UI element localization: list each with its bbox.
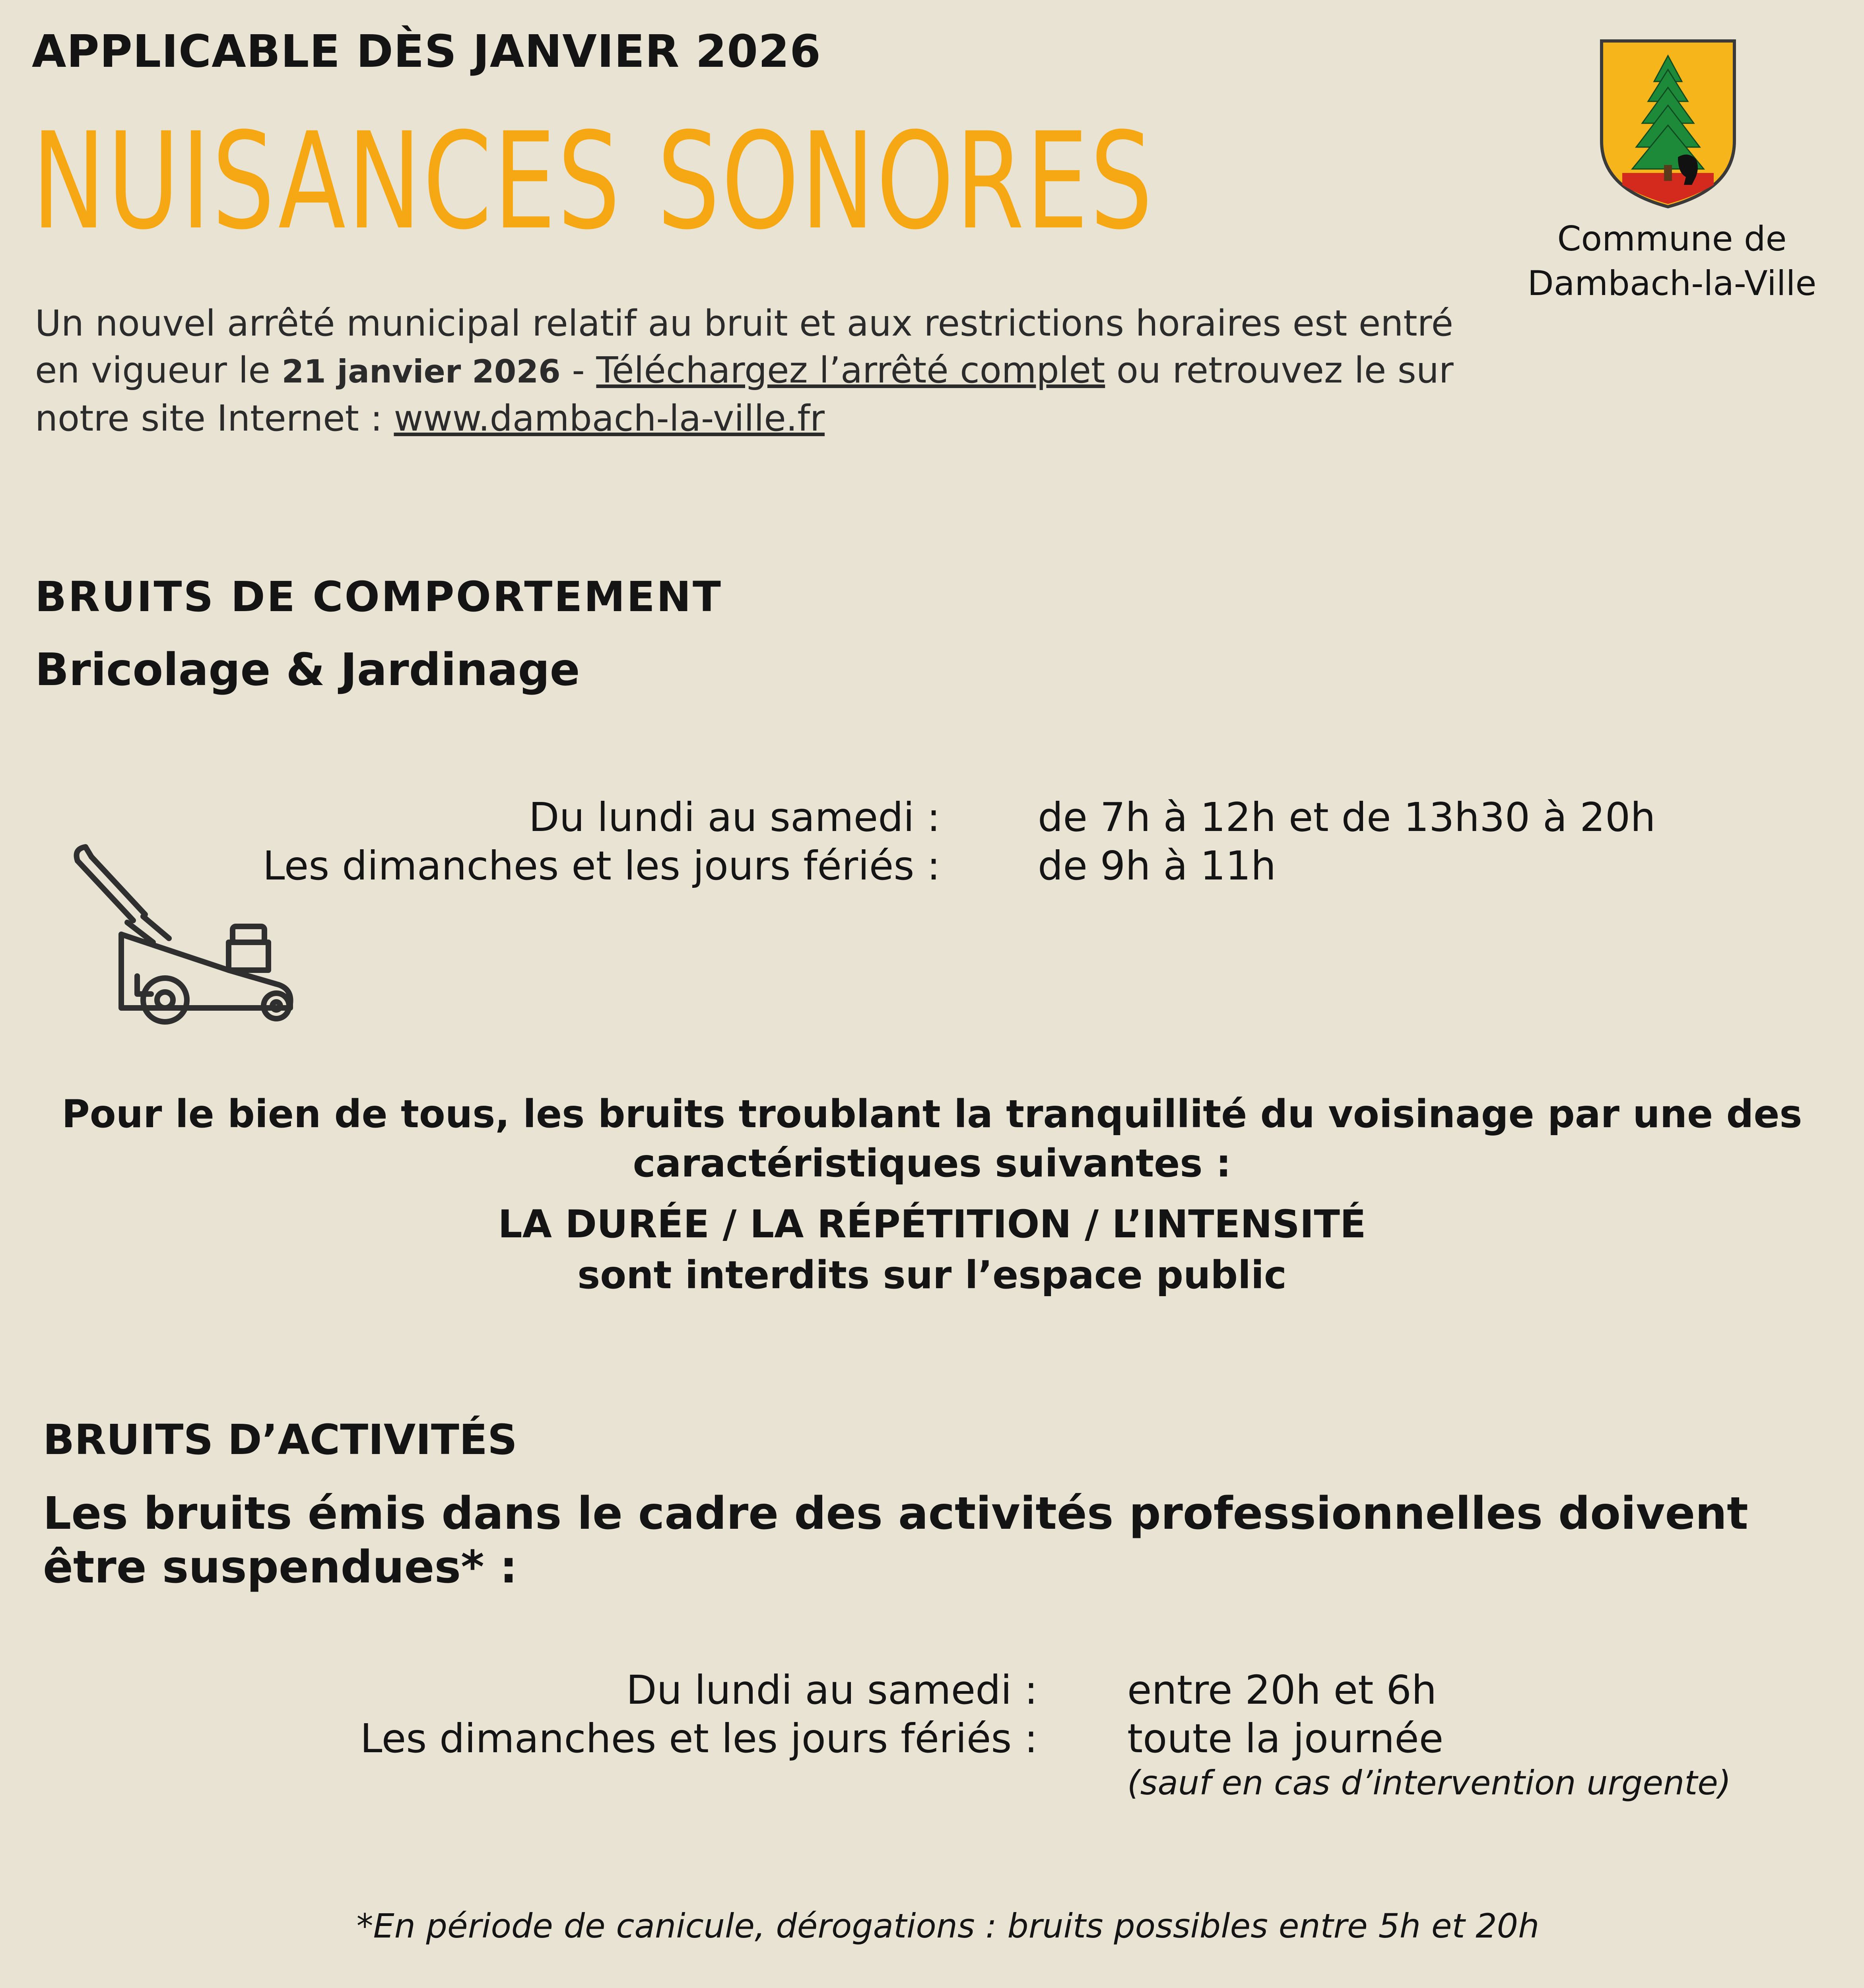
intro-date: 21 janvier 2026: [282, 353, 561, 390]
commune-name: [1495, 217, 1849, 306]
comportement-label-weekdays: Du lundi au samedi :: [528, 794, 940, 841]
public-notice-line-4: sont interdits sur l’espace public: [577, 1253, 1287, 1297]
activites-sub-line-1: Les bruits émis dans le cadre des activités professionnelles doivent: [43, 1488, 1748, 1540]
activites-exception: (sauf en cas d’intervention urgente): [1127, 1763, 1731, 1802]
comportement-value-weekdays: de 7h à 12h et de 13h30 à 20h: [1038, 794, 1656, 841]
activites-sub-line-2: être suspendues* :: [43, 1541, 518, 1593]
commune-line-2: Dambach-la-Ville: [1527, 264, 1817, 303]
activites-labels: [199, 1666, 1038, 1763]
public-notice-line-3: LA DURÉE / LA RÉPÉTITION / L’INTENSITÉ: [498, 1202, 1366, 1246]
comportement-values: [1038, 793, 1656, 890]
comportement-value-sundays: de 9h à 11h: [1038, 843, 1276, 889]
page-title: [32, 104, 1155, 259]
website-link[interactable]: www.dambach-la-ville.fr: [394, 398, 825, 439]
coat-of-arms-icon: [1598, 38, 1738, 209]
public-notice-line-2: caractéristiques suivantes :: [633, 1141, 1231, 1186]
section-subheading-activites: [43, 1487, 1748, 1594]
title-word-1: NUISANCES: [32, 104, 622, 259]
intro-text-1: Un nouvel arrêté municipal relatif au bruit et aux restrictions horaires est entré en vigueur le: [35, 303, 1453, 391]
public-notice-criteria: [0, 1199, 1864, 1301]
intro-text-2: ou retrouvez le sur notre site Internet :: [35, 349, 1454, 439]
section-subheading-bricolage: Bricolage & Jardinage: [35, 644, 580, 696]
canicule-footnote: *En période de canicule, dérogations : bruits possibles entre 5h et 20h: [356, 1906, 1540, 1945]
commune-line-1: Commune de: [1557, 219, 1787, 259]
lawn-mower-icon: [70, 841, 316, 1028]
intro-dash: -: [560, 349, 596, 391]
applicable-date-banner: APPLICABLE DÈS JANVIER 2026: [32, 26, 821, 78]
activites-value-weekdays: entre 20h et 6h: [1127, 1667, 1437, 1713]
title-word-2: SONORES: [657, 104, 1155, 259]
activites-value-sundays: toute la journée: [1127, 1715, 1444, 1762]
section-heading-comportement: BRUITS DE COMPORTEMENT: [35, 573, 722, 621]
activites-label-weekdays: Du lundi au samedi :: [626, 1667, 1038, 1713]
activites-values: [1127, 1666, 1443, 1763]
intro-paragraph: [35, 300, 1466, 442]
activites-label-sundays: Les dimanches et les jours fériés :: [360, 1715, 1038, 1762]
section-heading-activites: BRUITS D’ACTIVITÉS: [43, 1415, 517, 1464]
download-link[interactable]: Téléchargez l’arrêté complet: [596, 349, 1105, 391]
comportement-label-sundays: Les dimanches et les jours fériés :: [262, 843, 940, 889]
public-notice-intro: [0, 1089, 1864, 1188]
public-notice-line-1: Pour le bien de tous, les bruits troublant la tranquillité du voisinage par une des: [62, 1092, 1802, 1136]
